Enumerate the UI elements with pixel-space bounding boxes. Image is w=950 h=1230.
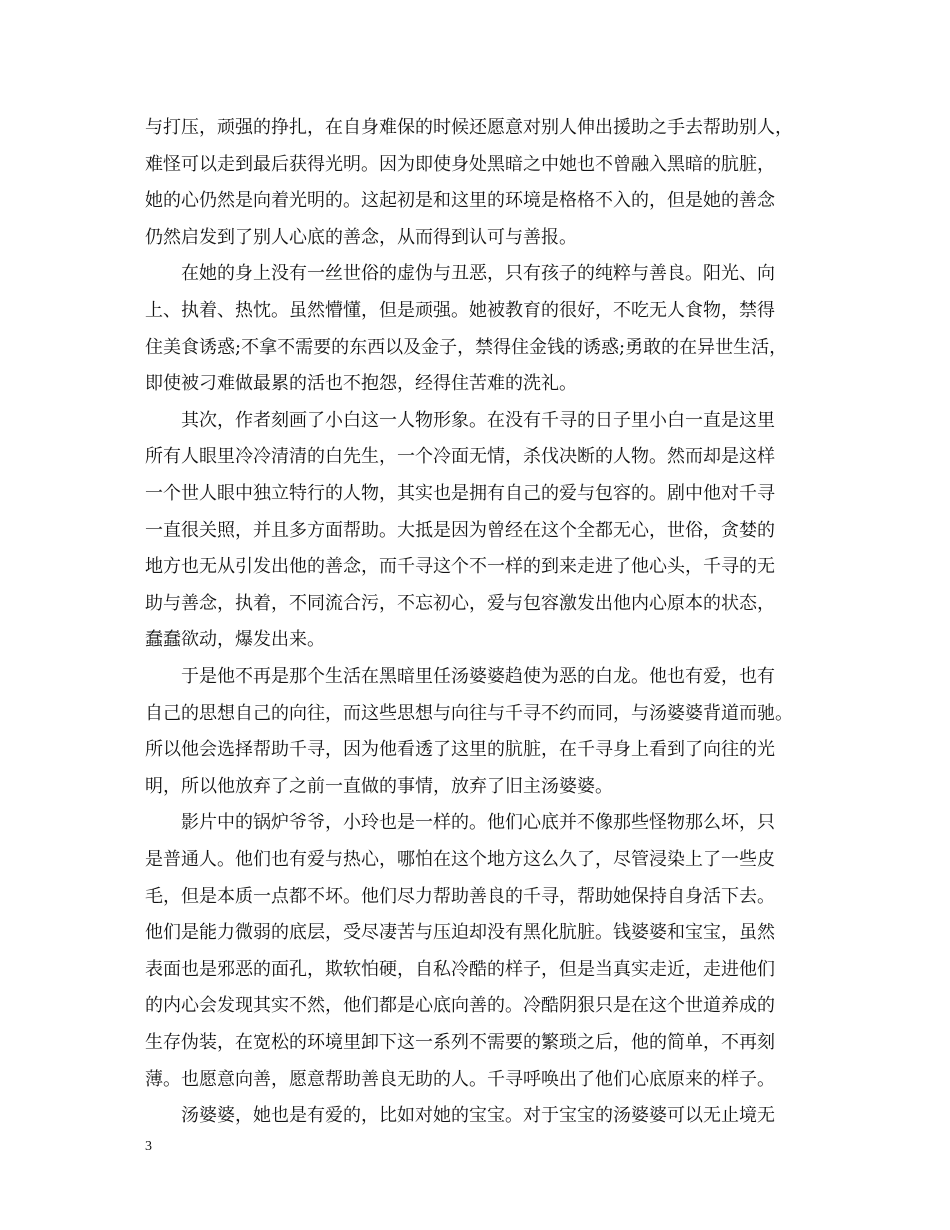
text-line: 毛，但是本质一点都不坏。他们尽力帮助善良的千寻，帮助她保持自身活下去。 bbox=[145, 886, 775, 907]
text-line: 是普通人。他们也有爱与热心，哪怕在这个地方这么久了，尽管浸染上了一些皮 bbox=[145, 849, 775, 870]
page-number: 3 bbox=[145, 1139, 152, 1154]
text-line: 她的心仍然是向着光明的。这起初是和这里的环境是格格不入的，但是她的善念 bbox=[145, 190, 775, 211]
text-line: 与打压，顽强的挣扎，在自身难保的时候还愿意对别人伸出援助之手去帮助别人， bbox=[145, 117, 793, 138]
text-line: 难怪可以走到最后获得光明。因为即使身处黑暗之中她也不曾融入黑暗的肮脏， bbox=[145, 154, 775, 175]
text-line: 住美食诱惑;不拿不需要的东西以及金子，禁得住金钱的诱惑;勇敢的在异世生活， bbox=[145, 337, 788, 358]
text-line: 在她的身上没有一丝世俗的虚伪与丑恶，只有孩子的纯粹与善良。阳光、向 bbox=[145, 263, 775, 284]
text-line: 汤婆婆，她也是有爱的，比如对她的宝宝。对于宝宝的汤婆婆可以无止境无 bbox=[145, 1105, 775, 1126]
text-line: 助与善念，执着，不同流合污，不忘初心，爱与包容激发出他内心原本的状态， bbox=[145, 593, 775, 614]
text-line: 生存伪装，在宽松的环境里卸下这一系列不需要的繁琐之后，他的简单，不再刻 bbox=[145, 1032, 775, 1053]
text-line: 一直很关照，并且多方面帮助。大抵是因为曾经在这个全都无心，世俗，贪婪的 bbox=[145, 520, 775, 541]
text-line: 他们是能力微弱的底层，受尽凄苦与压迫却没有黑化肮脏。钱婆婆和宝宝，虽然 bbox=[145, 922, 775, 943]
text-line: 表面也是邪恶的面孔，欺软怕硬，自私冷酷的样子，但是当真实走近，走进他们 bbox=[145, 959, 775, 980]
text-line: 明，所以他放弃了之前一直做的事情，放弃了旧主汤婆婆。 bbox=[145, 776, 613, 797]
text-line: 的内心会发现其实不然，他们都是心底向善的。冷酷阴狠只是在这个世道养成的 bbox=[145, 995, 775, 1016]
text-line: 于是他不再是那个生活在黑暗里任汤婆婆趋使为恶的白龙。他也有爱，也有 bbox=[145, 666, 775, 687]
text-line: 仍然启发到了别人心底的善念，从而得到认可与善报。 bbox=[145, 227, 577, 248]
text-line: 地方也无从引发出他的善念，而千寻这个不一样的到来走进了他心头，千寻的无 bbox=[145, 556, 775, 577]
text-line: 一个世人眼中独立特行的人物，其实也是拥有自己的爱与包容的。剧中他对千寻 bbox=[145, 483, 775, 504]
text-line: 自己的思想自己的向往，而这些思想与向往与千寻不约而同，与汤婆婆背道而驰。 bbox=[145, 703, 793, 724]
text-line: 上、执着、热忱。虽然懵懂，但是顽强。她被教育的很好，不吃无人食物，禁得 bbox=[145, 300, 775, 321]
text-line: 蠢蠢欲动，爆发出来。 bbox=[145, 629, 325, 650]
text-line: 薄。也愿意向善，愿意帮助善良无助的人。千寻呼唤出了他们心底原来的样子。 bbox=[145, 1069, 775, 1090]
text-line: 所以他会选择帮助千寻，因为他看透了这里的肮脏，在千寻身上看到了向往的光 bbox=[145, 739, 775, 760]
text-line: 其次，作者刻画了小白这一人物形象。在没有千寻的日子里小白一直是这里 bbox=[145, 410, 775, 431]
text-line: 即使被刁难做最累的活也不抱怨，经得住苦难的洗礼。 bbox=[145, 373, 577, 394]
text-line: 影片中的锅炉爷爷，小玲也是一样的。他们心底并不像那些怪物那么坏，只 bbox=[145, 812, 775, 833]
text-line: 所有人眼里冷冷清清的白先生，一个冷面无情，杀伐决断的人物。然而却是这样 bbox=[145, 446, 775, 467]
